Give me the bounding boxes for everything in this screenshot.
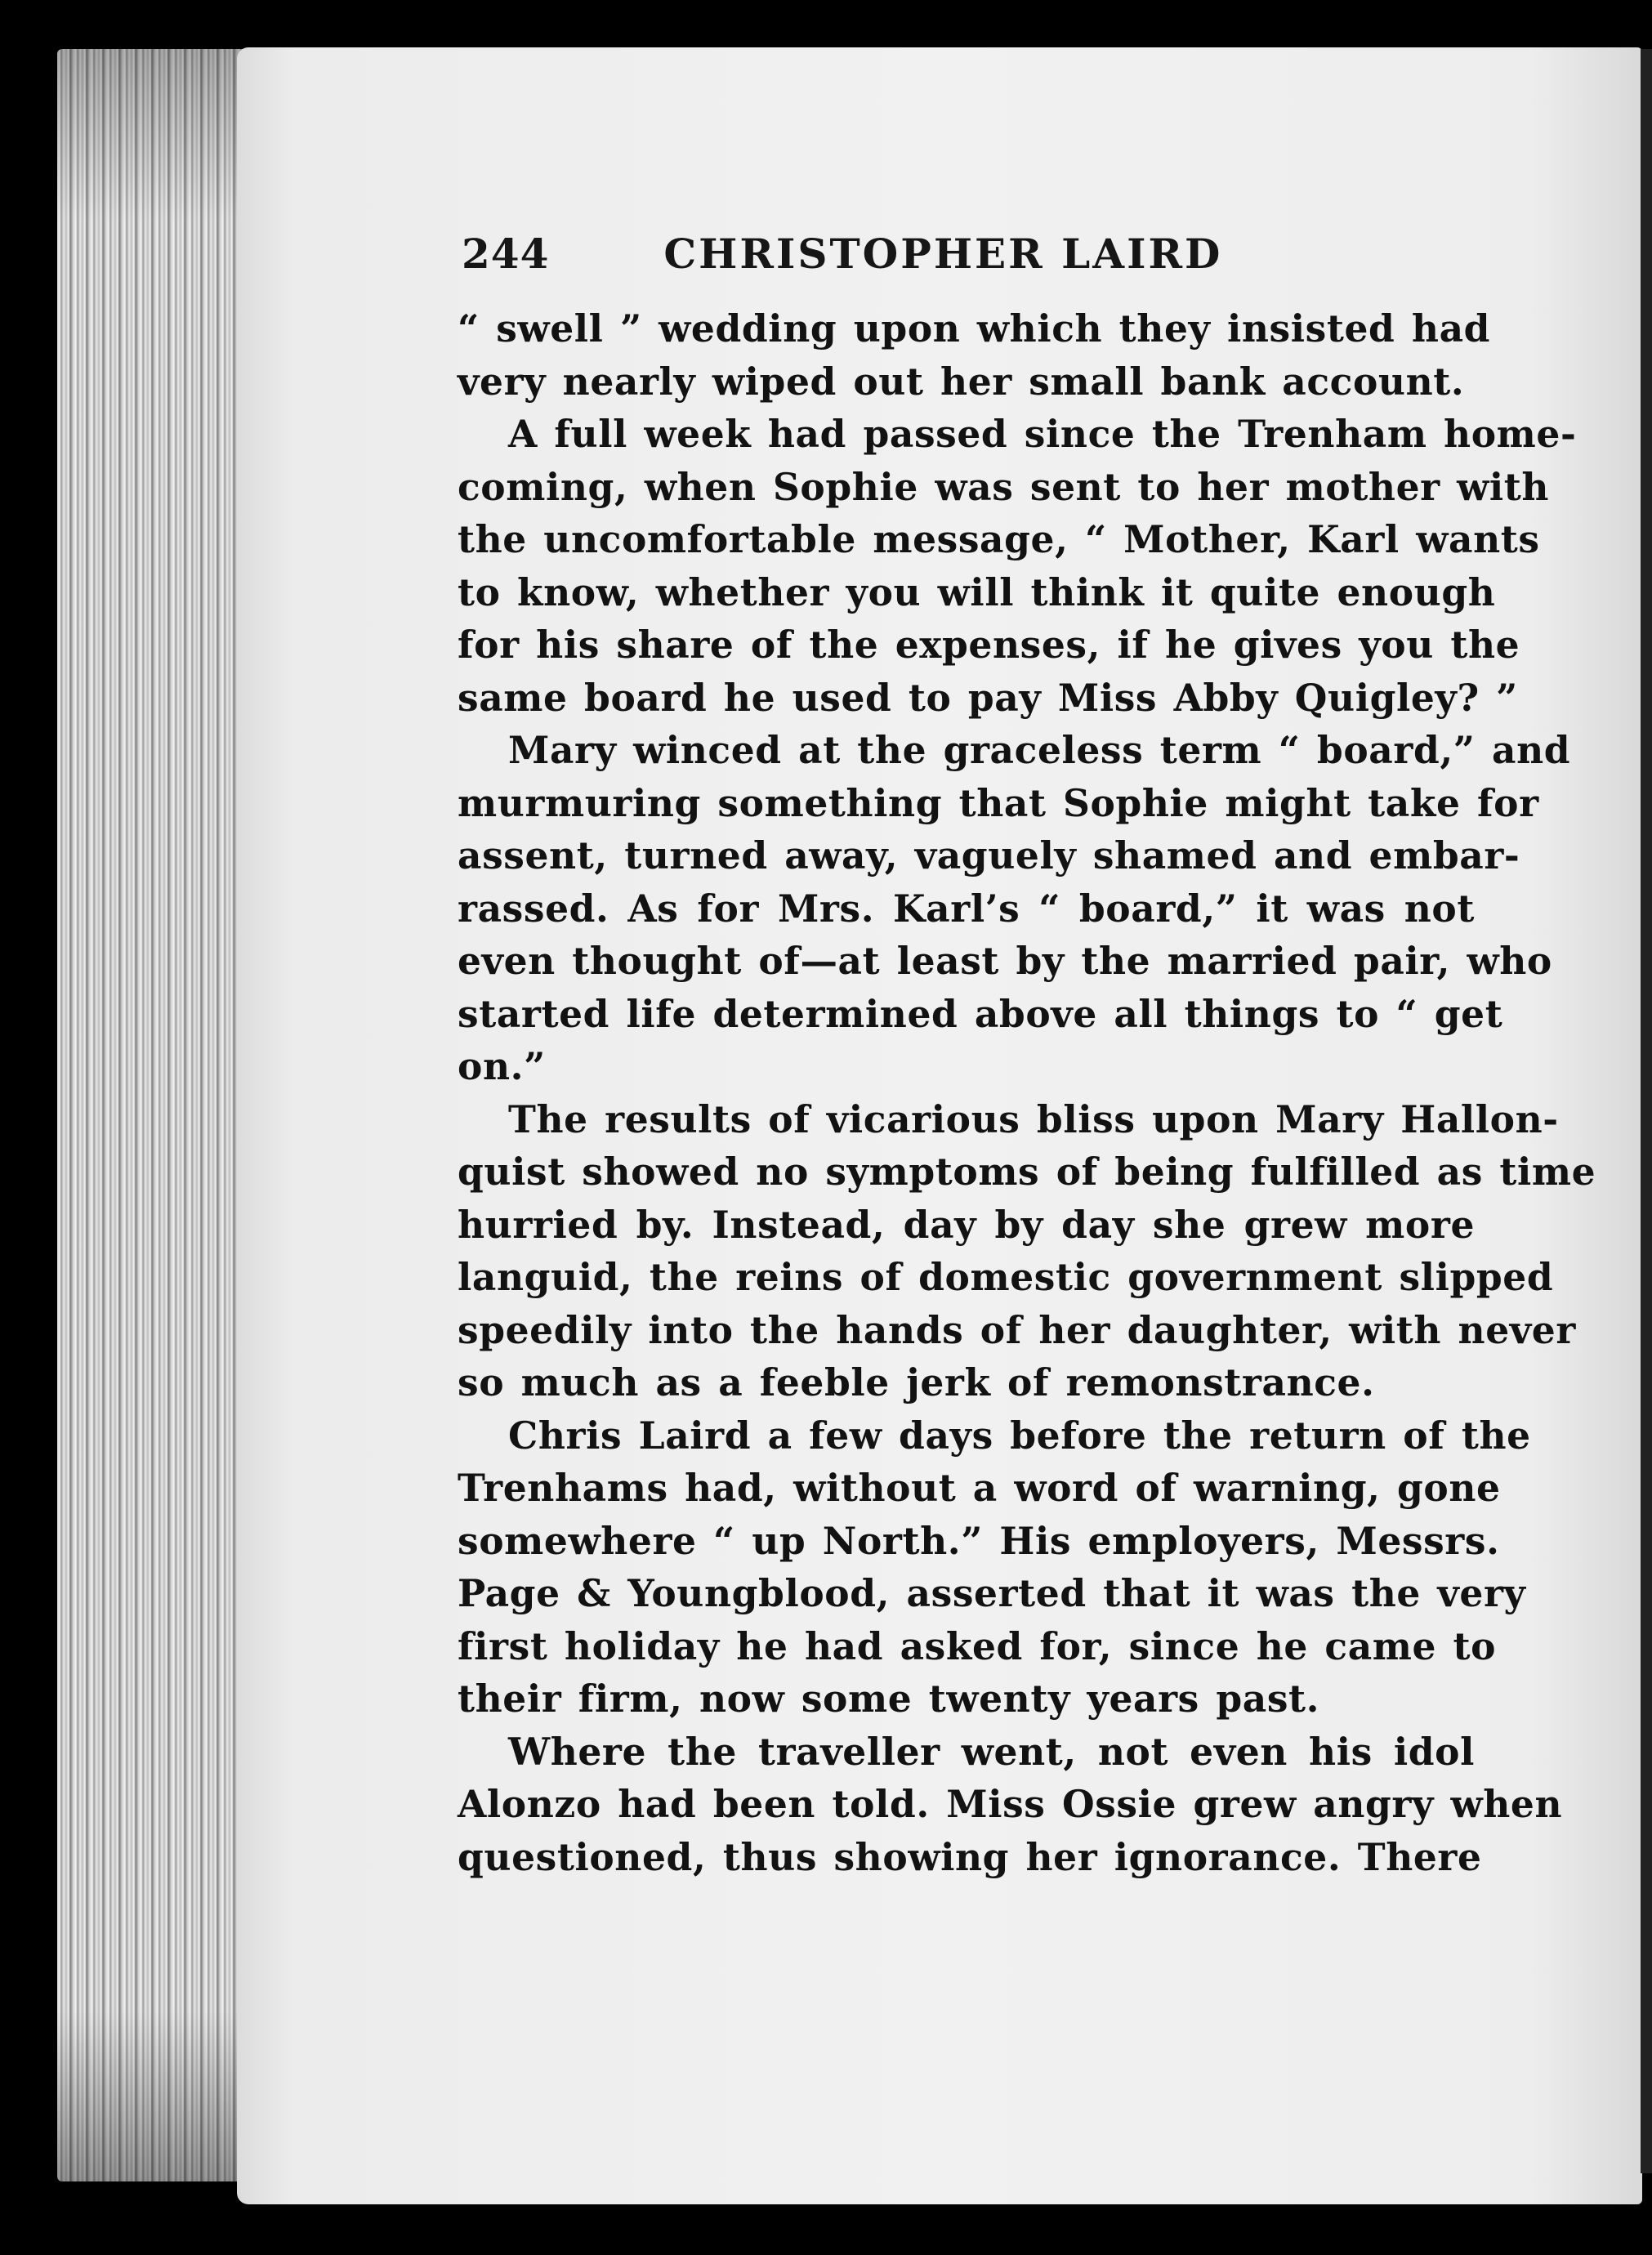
text-line: even thought of—at least by the married pair, who	[458, 939, 1552, 983]
text-line: first holiday he had asked for, since he came to	[458, 1623, 1497, 1668]
page-header	[462, 221, 1475, 286]
text-line: for his share of the expenses, if he gives you the	[458, 623, 1520, 667]
text-line: Where the traveller went, not even his idol	[508, 1729, 1475, 1774]
text-line: “ swell ” wedding upon which they insisted had	[458, 306, 1491, 351]
text-line: on.”	[458, 1044, 546, 1088]
page-number: 244	[462, 229, 550, 278]
text-line: their firm, now some twenty years past.	[458, 1677, 1320, 1721]
running-head: CHRISTOPHER LAIRD	[663, 229, 1223, 278]
text-line: quist showed no symptoms of being fulfilled as time	[458, 1150, 1596, 1194]
text-line: Trenhams had, without a word of warning, gone	[458, 1466, 1501, 1510]
text-line: questioned, thus showing her ignorance. There	[458, 1834, 1482, 1879]
text-line: rassed. As for Mrs. Karl’s “ board,” it was not	[458, 886, 1475, 931]
text-line: Chris Laird a few days before the return of the	[508, 1413, 1531, 1458]
text-line: so much as a feeble jerk of remonstrance.	[458, 1360, 1375, 1404]
text-line: speedily into the hands of her daughter, with never	[458, 1307, 1576, 1352]
text-line: languid, the reins of domestic government slipped	[458, 1255, 1554, 1299]
text-line: somewhere “ up North.” His employers, Messrs.	[458, 1518, 1500, 1563]
text-line: hurried by. Instead, day by day she grew more	[458, 1202, 1475, 1247]
text-line: very nearly wiped out her small bank account.	[458, 359, 1465, 404]
text-line: Page & Youngblood, asserted that it was the very	[458, 1571, 1526, 1615]
book-page-edges	[57, 49, 245, 2181]
text-line: coming, when Sophie was sent to her mother with	[458, 464, 1550, 509]
text-line: A full week had passed since the Trenham home-	[508, 412, 1577, 456]
text-line: to know, whether you will think it quite enough	[458, 569, 1496, 614]
text-line: the uncomfortable message, “ Mother, Karl wants	[458, 517, 1540, 561]
text-line: started life determined above all things to “ get	[458, 991, 1503, 1036]
text-line: The results of vicarious bliss upon Mary Hallon-	[508, 1096, 1559, 1141]
scan-border	[1641, 49, 1652, 2173]
text-line: Alonzo had been told. Miss Ossie grew angry when	[458, 1782, 1563, 1826]
body-text	[458, 302, 1596, 1883]
text-line: murmuring something that Sophie might take for	[458, 780, 1539, 825]
text-line: same board he used to pay Miss Abby Quigley? ”	[458, 675, 1518, 720]
text-line: Mary winced at the graceless term “ board,” and	[508, 728, 1571, 772]
text-line: assent, turned away, vaguely shamed and embar-	[458, 833, 1520, 877]
